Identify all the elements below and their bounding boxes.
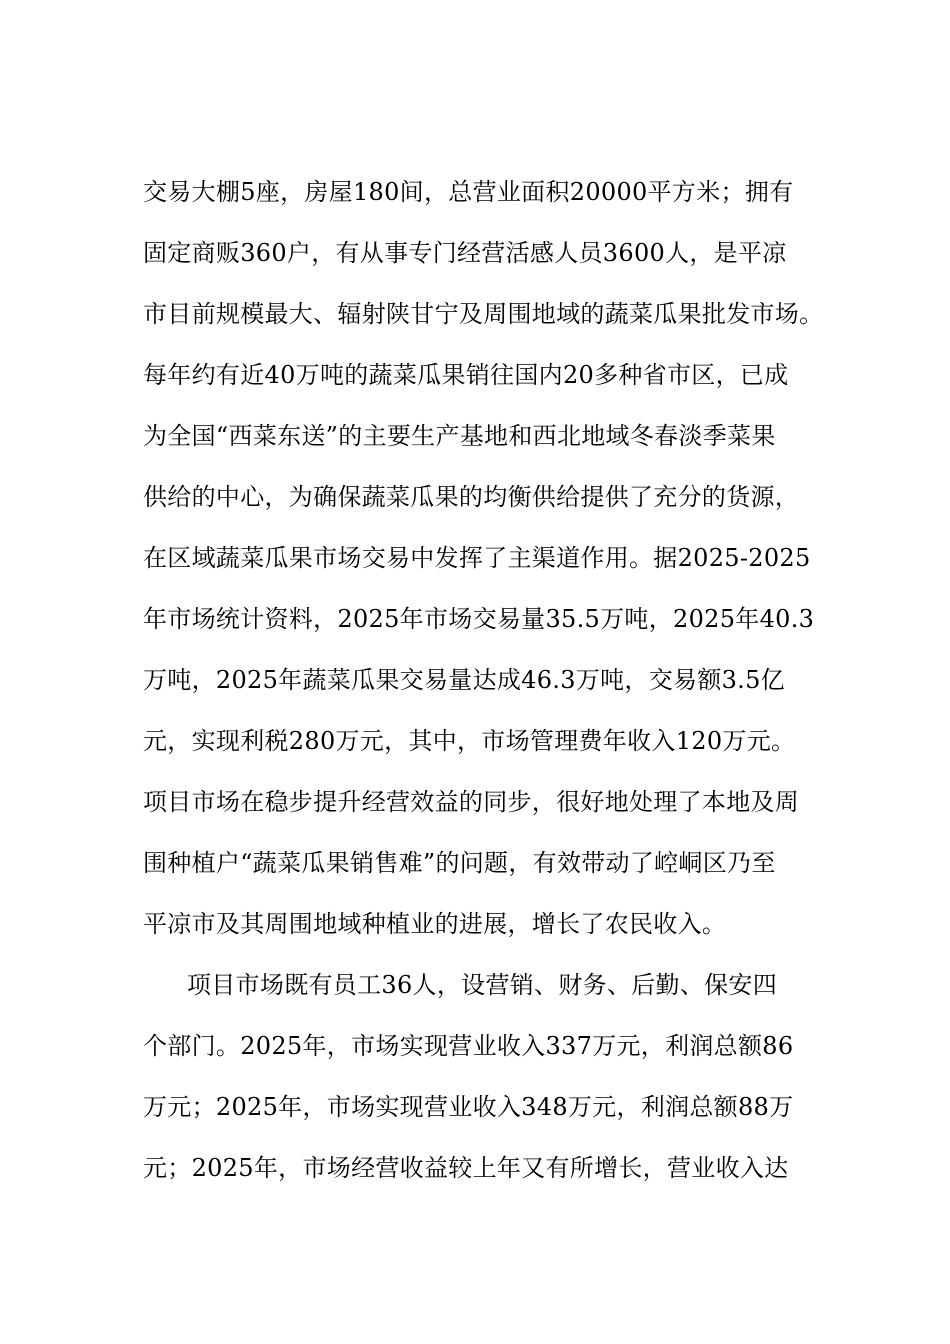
- text-line: 固定商贩360户，有从事专门经营活感人员3600人，是平凉: [143, 239, 787, 267]
- paragraph-first-line: 项目市场既有员工36人，设营销、财务、后勤、保安四: [187, 971, 778, 999]
- text-line: 市目前规模最大、辐射陕甘宁及周围地域的蔬菜瓜果批发市场。: [143, 300, 824, 328]
- text-line: 万吨，2025年蔬菜瓜果交易量达成46.3万吨，交易额3.5亿: [143, 666, 785, 694]
- text-line: 元，实现利税280万元，其中，市场管理费年收入120万元。: [143, 727, 796, 755]
- body-text: [143, 162, 843, 1199]
- text-line: 交易大棚5座，房屋180间，总营业面积20000平方米；拥有: [143, 178, 794, 206]
- text-line: 围种植户“蔬菜瓜果销售难”的问题，有效带动了崆峒区乃至: [143, 849, 776, 877]
- text-line: 元；2025年，市场经营收益较上年又有所增长，营业收入达: [143, 1154, 789, 1182]
- text-line: 项目市场在稳步提升经营效益的同步，很好地处理了本地及周: [143, 788, 800, 816]
- text-line: 平凉市及其周围地域种植业的进展，增长了农民收入。: [143, 910, 727, 938]
- text-line: 万元；2025年，市场实现营业收入348万元，利润总额88万: [143, 1093, 794, 1121]
- text-line: 每年约有近40万吨的蔬菜瓜果销往国内20多种省市区，已成: [143, 361, 789, 389]
- text-line: 为全国“西菜东送”的主要生产基地和西北地域冬春淡季菜果: [143, 422, 776, 450]
- text-line: 年市场统计资料，2025年市场交易量35.5万吨，2025年40.3: [143, 605, 815, 633]
- text-line: 个部门。2025年，市场实现营业收入337万元，利润总额86: [143, 1032, 794, 1060]
- text-line: 在区域蔬菜瓜果市场交易中发挥了主渠道作用。据2025-2025: [143, 544, 811, 572]
- text-line: 供给的中心，为确保蔬菜瓜果的均衡供给提供了充分的货源，: [143, 483, 800, 511]
